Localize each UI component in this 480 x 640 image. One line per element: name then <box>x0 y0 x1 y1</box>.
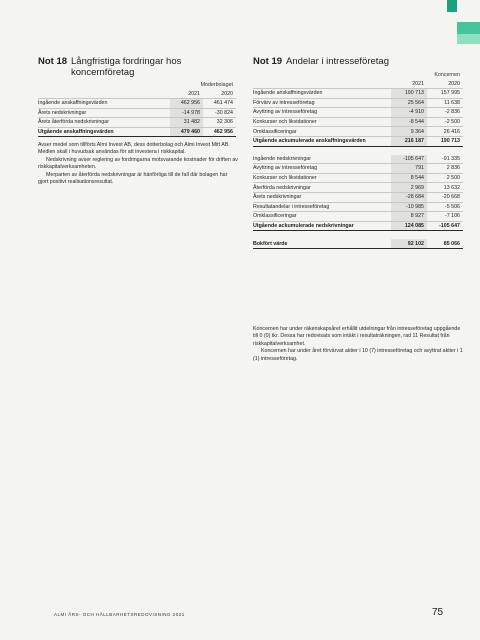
row-label: Årets återförda nedskrivningar <box>38 118 170 128</box>
row-value-2020: 32 306 <box>203 118 236 128</box>
row-value-2020: 2 836 <box>427 164 463 174</box>
table-row <box>253 202 463 212</box>
note-18-text <box>38 142 238 186</box>
row-label: Resultatandelar i intresseföretag <box>253 202 391 212</box>
table-row <box>253 155 463 164</box>
row-value-2021: 791 <box>391 164 427 174</box>
row-value-2021: 8 927 <box>391 212 427 222</box>
note-19-text <box>253 326 463 363</box>
row-value-2020: -2 500 <box>427 117 463 127</box>
row-value-2020: 2 500 <box>427 173 463 183</box>
row-value-2021: 8 544 <box>391 173 427 183</box>
row-value-2021: -4 910 <box>391 108 427 118</box>
row-label: Förvärv av intresseföretag <box>253 98 391 108</box>
note-18-year-2021: 2021 <box>170 89 203 99</box>
row-value-2021: -8 544 <box>391 117 427 127</box>
page-number: 75 <box>432 607 444 618</box>
row-label: Avyttring av intresseföretag <box>253 108 391 118</box>
row-value-2020: -20 668 <box>427 192 463 202</box>
table-row <box>253 212 463 222</box>
accent-tab-top <box>447 0 457 12</box>
table-row <box>253 98 463 108</box>
total-row <box>38 127 236 137</box>
table-row <box>253 127 463 137</box>
total-value-2021: 124 085 <box>391 221 427 231</box>
row-label: Ingående nedskrivningar <box>253 155 391 164</box>
note-19-table <box>253 70 463 249</box>
book-value-2020: 85 066 <box>427 239 463 248</box>
row-value-2020: -5 506 <box>427 202 463 212</box>
paragraph: Nedskrivning avser reglering av fordringarna motsvarande kostnader för driften av riskkapitalverksamheten. <box>38 156 238 171</box>
accent-tab-lower <box>457 34 480 44</box>
row-value-2021: 2 969 <box>391 183 427 193</box>
note-18-table <box>38 80 236 137</box>
row-value-2021: 31 482 <box>170 118 203 128</box>
note-19-year-2021: 2021 <box>391 79 427 89</box>
note-19-title: Andelar i intresseföretag <box>286 56 389 67</box>
paragraph: Merparten av återförda nedskrivningar är hänförliga till de fall där bolagen har gjort positivt realisationsresultat. <box>38 171 228 186</box>
total-label: Utgående ackumulerade anskaffningsvärden <box>253 136 391 146</box>
row-label: Årets nedskrivningar <box>38 108 170 118</box>
row-value-2021: -10 985 <box>391 202 427 212</box>
table-row <box>253 164 463 174</box>
total-value-2020: -105 647 <box>427 221 463 231</box>
table-row <box>253 89 463 99</box>
row-value-2020: -30 824 <box>203 108 236 118</box>
note-19-heading <box>253 56 463 67</box>
table-row <box>38 118 236 128</box>
note-18-entity: Moderbolaget <box>200 81 233 88</box>
note-19-number: Not 19 <box>253 56 283 67</box>
row-label: Omklassificeringar <box>253 127 391 137</box>
row-label: Konkurser och likvidationer <box>253 173 391 183</box>
paragraph: Koncernen har under räkenskapsåret erhållit utdelningar från intresseföretag uppgående till 0 (0) tkr. Dessa har redovisats som intäkt i resultaträkningen, rad 11 Resultat från riskkapitalverksamhet. <box>253 326 461 347</box>
footer-text: ALMI ÅRS- OCH HÅLLBARHETSREDOVISNING 2021 <box>54 612 185 617</box>
row-label: Ingående anskaffningsvärden <box>38 99 170 109</box>
row-value-2021: -105 647 <box>391 155 427 164</box>
paragraph: Koncernen har under året förvärvat aktier i 10 (7) intresseföretag och avyttrat aktier i 1 (1) intresseföretag. <box>253 348 463 362</box>
row-value-2020: -91 335 <box>427 155 463 164</box>
total-row <box>253 221 463 231</box>
row-value-2021: 9 364 <box>391 127 427 137</box>
table-row <box>253 192 463 202</box>
row-value-2020: -2 836 <box>427 108 463 118</box>
total-label: Utgående anskaffningsvärden <box>38 127 170 137</box>
table-row <box>253 117 463 127</box>
book-value-label: Bokfört värde <box>253 239 391 248</box>
paragraph: Avser medel som tillförts Almi Invest AB, dess dotterbolag och Almi Invest Mitt AB. Medlen skall i huvudsak användas för att investera i riskkapital. <box>38 142 230 156</box>
total-label: Utgående ackumulerade nedskrivningar <box>253 221 391 231</box>
row-label: Omklassificeringar <box>253 212 391 222</box>
table-row <box>253 183 463 193</box>
row-label: Ingående anskaffningsvärden <box>253 89 391 99</box>
book-value-row <box>253 239 463 248</box>
row-value-2021: -28 684 <box>391 192 427 202</box>
row-value-2020: 461 474 <box>203 99 236 109</box>
note-18-heading <box>38 56 238 78</box>
table-row <box>253 173 463 183</box>
table-row <box>253 108 463 118</box>
row-value-2020: 11 638 <box>427 98 463 108</box>
row-value-2021: 25 564 <box>391 98 427 108</box>
total-value-2021: 216 187 <box>391 136 427 146</box>
note-18-title: Långfristiga fordringar hos koncernföretag <box>71 56 182 78</box>
table-row <box>38 108 236 118</box>
note-18-year-2020: 2020 <box>203 89 236 99</box>
total-value-2020: 462 956 <box>203 127 236 137</box>
row-label: Konkurser och likvidationer <box>253 117 391 127</box>
row-label: Årets nedskrivningar <box>253 192 391 202</box>
table-row <box>38 99 236 109</box>
note-19-entity: Koncernen <box>434 71 460 78</box>
row-value-2021: 190 713 <box>391 89 427 99</box>
row-value-2021: 462 956 <box>170 99 203 109</box>
total-value-2020: 190 713 <box>427 136 463 146</box>
accent-tab-upper <box>457 22 480 34</box>
row-value-2021: -14 978 <box>170 108 203 118</box>
note-19-year-2020: 2020 <box>427 79 463 89</box>
row-value-2020: 26 416 <box>427 127 463 137</box>
row-label: Återförda nedskrivningar <box>253 183 391 193</box>
total-row <box>253 136 463 146</box>
row-value-2020: 157 995 <box>427 89 463 99</box>
book-value-2021: 92 102 <box>391 239 427 248</box>
row-value-2020: -7 106 <box>427 212 463 222</box>
row-label: Avyttring av intresseföretag <box>253 164 391 174</box>
note-18-number: Not 18 <box>38 56 68 67</box>
total-value-2021: 479 460 <box>170 127 203 137</box>
row-value-2020: 13 632 <box>427 183 463 193</box>
